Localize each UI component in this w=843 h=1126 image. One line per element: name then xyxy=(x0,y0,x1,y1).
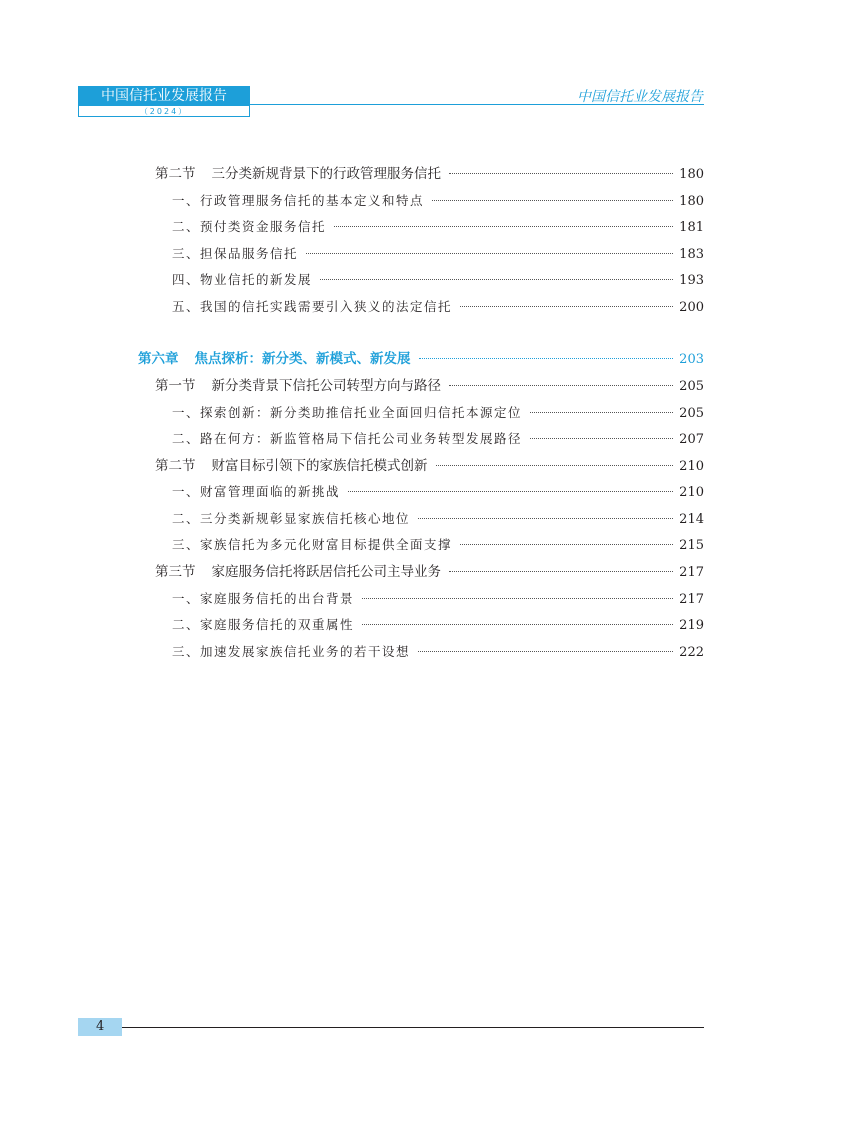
toc-entry-page: 205 xyxy=(679,379,704,394)
toc-entry-label xyxy=(155,456,428,476)
toc-entry-item xyxy=(172,244,704,264)
toc-entry-label xyxy=(172,270,312,290)
toc-entry-item xyxy=(172,403,704,423)
toc-leader-dots xyxy=(436,465,674,466)
toc-entry-title: 一、财富管理面临的新挑战 xyxy=(172,484,341,499)
toc-entry-item xyxy=(172,535,704,555)
toc-entry-number: 第一节 xyxy=(155,378,196,394)
toc-entry-label xyxy=(172,482,340,502)
footer-rule xyxy=(122,1027,704,1028)
toc-entry-label xyxy=(172,589,354,609)
toc-leader-dots xyxy=(449,571,673,572)
toc-leader-dots xyxy=(530,438,673,439)
toc-leader-dots xyxy=(460,306,673,307)
toc-entry-page: 214 xyxy=(679,512,704,527)
toc-entry-label xyxy=(172,191,424,211)
toc-entry-label xyxy=(172,217,326,237)
toc-entry-label xyxy=(172,244,298,264)
toc-entry-title: 新分类背景下信托公司转型方向与路径 xyxy=(211,378,441,394)
toc-entry-section xyxy=(155,164,704,184)
toc-entry-page: 183 xyxy=(679,247,704,262)
toc-entry-title: 三、担保品服务信托 xyxy=(172,246,299,261)
toc-leader-dots xyxy=(334,226,673,227)
toc-entry-number: 第六章 xyxy=(138,351,179,367)
toc-entry-item xyxy=(172,217,704,237)
toc-entry-page: 207 xyxy=(679,432,704,447)
footer-page-number: 4 xyxy=(78,1018,122,1036)
toc-entry-item xyxy=(172,642,704,662)
toc-entry-page: 181 xyxy=(679,220,704,235)
toc-entry-label xyxy=(155,164,441,184)
toc-entry-page: 203 xyxy=(679,352,704,367)
toc-entry-item xyxy=(172,429,704,449)
header-running-title: 中国信托业发展报告 xyxy=(577,89,703,105)
toc-entry-item xyxy=(172,589,704,609)
toc-entry-title: 三、加速发展家族信托业务的若干设想 xyxy=(172,644,411,659)
toc-entry-label xyxy=(155,562,441,582)
toc-entry-title: 一、家庭服务信托的出台背景 xyxy=(172,591,355,606)
toc-entry-title: 家庭服务信托将跃居信托公司主导业务 xyxy=(211,564,441,580)
toc-entry-section xyxy=(155,562,704,582)
header-book-title: 中国信托业发展报告 xyxy=(79,87,249,106)
toc-entry-label xyxy=(172,297,452,317)
toc-entry-section xyxy=(155,456,704,476)
toc-entry-title: 焦点探析：新分类、新模式、新发展 xyxy=(194,351,411,367)
toc-entry-title: 财富目标引领下的家族信托模式创新 xyxy=(211,458,428,474)
toc-leader-dots xyxy=(449,385,673,386)
toc-leader-dots xyxy=(460,544,673,545)
toc-entry-page: 222 xyxy=(679,645,704,660)
toc-leader-dots xyxy=(418,651,673,652)
toc-entry-page: 180 xyxy=(679,167,704,182)
toc-entry-title: 二、预付类资金服务信托 xyxy=(172,219,327,234)
toc-entry-page: 180 xyxy=(679,194,704,209)
toc-entry-number: 第三节 xyxy=(155,564,196,580)
toc-entry-title: 二、路在何方：新监管格局下信托公司业务转型发展路径 xyxy=(172,431,523,446)
toc-entry-page: 210 xyxy=(679,485,704,500)
toc-leader-dots xyxy=(362,598,673,599)
toc-entry-page: 210 xyxy=(679,459,704,474)
toc-leader-dots xyxy=(320,279,673,280)
header-badge xyxy=(78,86,250,117)
toc-entry-title: 二、三分类新规彰显家族信托核心地位 xyxy=(172,511,411,526)
toc-entry-section xyxy=(155,376,704,396)
toc-entry-number: 第二节 xyxy=(155,458,196,474)
toc-entry-page: 200 xyxy=(679,300,704,315)
toc-entry-title: 四、物业信托的新发展 xyxy=(172,272,313,287)
toc-entry-item xyxy=(172,297,704,317)
toc-leader-dots xyxy=(348,491,673,492)
toc-entry-item xyxy=(172,509,704,529)
toc-entry-item xyxy=(172,482,704,502)
toc-entry-page: 205 xyxy=(679,406,704,421)
header-book-year: （2024） xyxy=(139,107,189,116)
toc-entry-label xyxy=(172,535,452,555)
toc-entry-label xyxy=(155,376,441,396)
toc-leader-dots xyxy=(449,173,673,174)
toc-entry-page: 193 xyxy=(679,273,704,288)
toc-entry-chapter xyxy=(138,349,704,369)
toc-entry-page: 219 xyxy=(679,618,704,633)
toc-entry-page: 217 xyxy=(679,592,704,607)
toc-entry-label xyxy=(172,429,522,449)
toc-entry-page: 215 xyxy=(679,538,704,553)
toc-entry-title: 五、我国的信托实践需要引入狭义的法定信托 xyxy=(172,299,453,314)
toc-entry-label xyxy=(172,403,522,423)
toc-leader-dots xyxy=(432,200,673,201)
toc-entry-title: 一、行政管理服务信托的基本定义和特点 xyxy=(172,193,425,208)
toc-entry-label xyxy=(172,642,410,662)
toc-leader-dots xyxy=(418,518,673,519)
toc-entry-title: 一、探索创新：新分类助推信托业全面回归信托本源定位 xyxy=(172,405,523,420)
toc-entry-item xyxy=(172,191,704,211)
toc-entry-number: 第二节 xyxy=(155,166,196,182)
toc-entry-title: 三分类新规背景下的行政管理服务信托 xyxy=(211,166,441,182)
toc-entry-page: 217 xyxy=(679,565,704,580)
toc-entry-title: 三、家族信托为多元化财富目标提供全面支撑 xyxy=(172,537,453,552)
toc-entry-item xyxy=(172,270,704,290)
toc-leader-dots xyxy=(419,358,674,359)
toc-entry-label xyxy=(138,349,411,369)
toc-entry-item xyxy=(172,615,704,635)
toc-entry-label xyxy=(172,615,354,635)
toc-entry-label xyxy=(172,509,410,529)
toc-entry-title: 二、家庭服务信托的双重属性 xyxy=(172,617,355,632)
toc-leader-dots xyxy=(362,624,673,625)
toc-leader-dots xyxy=(306,253,673,254)
toc-leader-dots xyxy=(530,412,673,413)
